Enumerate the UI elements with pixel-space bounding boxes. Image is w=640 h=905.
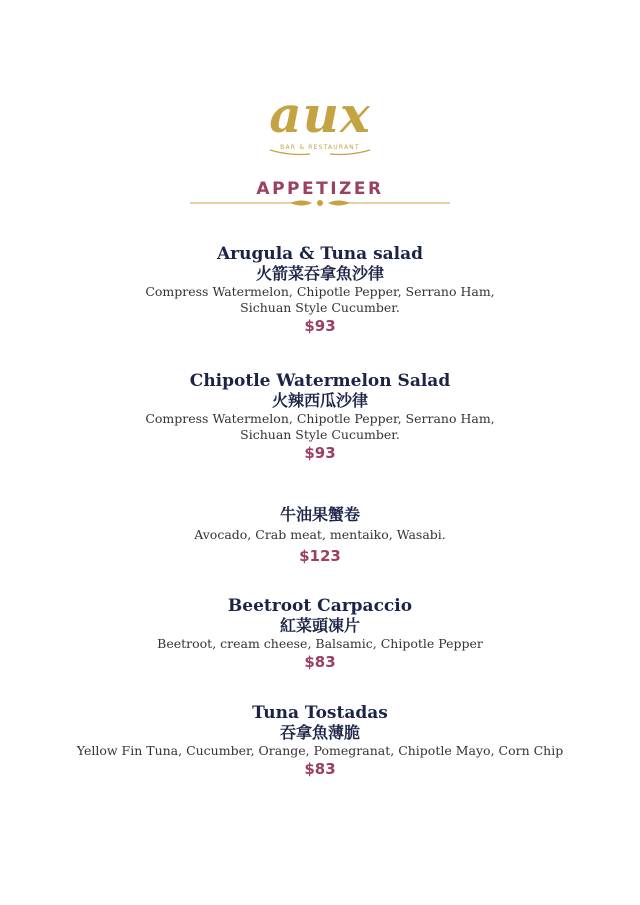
item-description-line: Sichuan Style Cucumber. [240,300,400,315]
item-name-en: Arugula & Tuna salad [216,244,424,264]
item-name-zh: 吞拿魚薄脆 [279,723,360,742]
item-price: $123 [299,547,341,565]
item-name-zh: 牛油果蟹卷 [279,505,360,524]
item-name-en: Chipotle Watermelon Salad [189,371,451,391]
item-description-line: Compress Watermelon, Chipotle Pepper, Serrano Ham, [145,411,495,426]
item-name-en: Beetroot Carpaccio [227,596,413,616]
menu-item [0,244,640,336]
item-name-en: Tuna Tostadas [252,703,388,723]
item-description-line: Avocado, Crab meat, mentaiko, Wasabi. [194,527,446,542]
item-name-zh: 紅菜頭凍片 [279,616,360,635]
logo-wordmark: aux [269,85,371,144]
item-description-line: Sichuan Style Cucumber. [240,427,400,442]
item-description-line: Beetroot, cream cheese, Balsamic, Chipotle Pepper [157,636,483,651]
menu-item [0,596,640,672]
menu-item [0,371,640,463]
logo-swash-ornament [250,146,390,166]
section-divider [190,197,450,209]
item-price: $83 [304,653,336,671]
menu-item [0,703,640,779]
item-price: $83 [304,760,336,778]
item-price: $93 [304,317,336,335]
item-name-zh: 火箭菜吞拿魚沙律 [255,264,384,283]
menu-item [0,505,640,566]
item-name-zh: 火辣西瓜沙律 [271,391,368,410]
item-price: $93 [304,444,336,462]
item-description-line: Compress Watermelon, Chipotle Pepper, Serrano Ham, [145,284,495,299]
logo-subtitle: BAR & RESTAURANT [280,144,360,151]
section-title: APPETIZER [256,179,384,199]
brand-logo [250,85,390,166]
item-description-line: Yellow Fin Tuna, Cucumber, Orange, Pomegranat, Chipotle Mayo, Corn Chip [76,743,564,758]
